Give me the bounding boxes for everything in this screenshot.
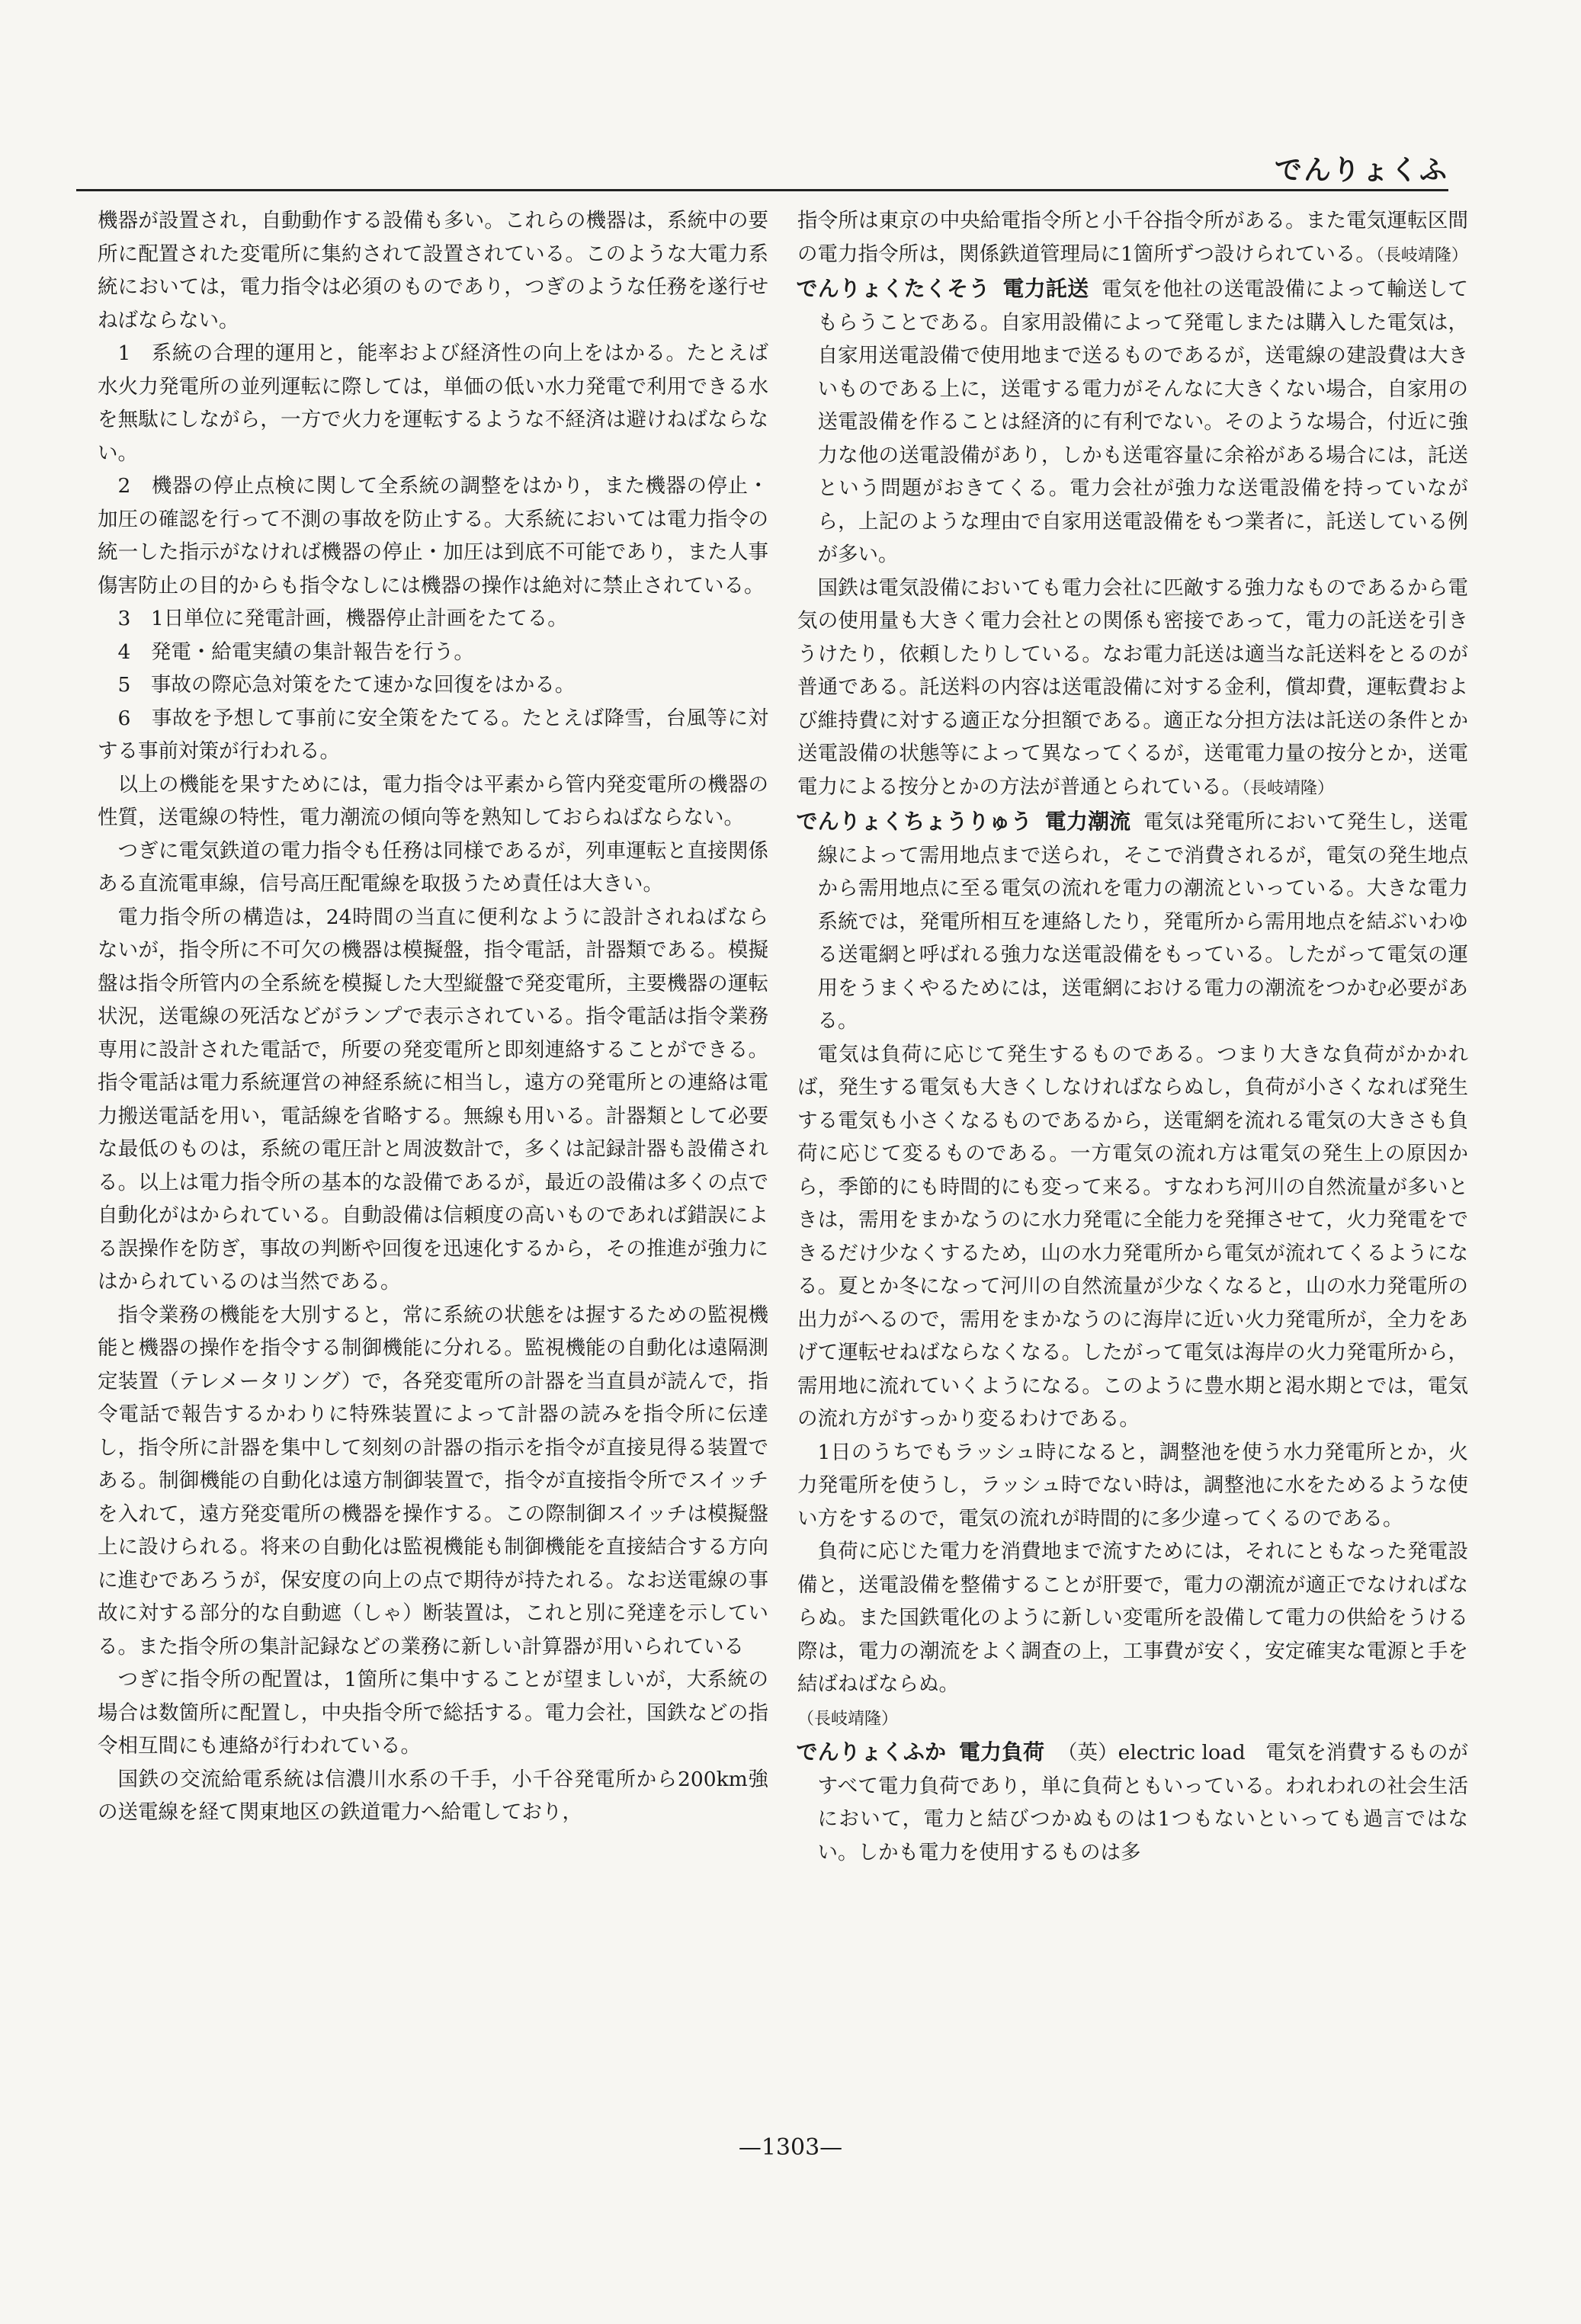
paragraph: つぎに電気鉄道の電力指令も任務は同様であるが，列車運転と直接関係ある直流電車線，信号高圧配電線を取扱うため責任は大きい。: [98, 838, 768, 896]
entry-kanji: 電力負荷: [958, 1739, 1045, 1765]
paragraph: 電力指令所の構造は，24時間の当直に便利なように設計されねばならないが，指令所に不可欠の機器は模擬盤，指令電話，計器類である。模擬盤は指令所管内の全系統を模擬した大型縦盤で発変電所，主要機器の運転状況，送電線の死活などがランプで表示されている。指令電話は指令業務専用に設計された電話で，所要の発変電所と即刻連絡することができる。指令電話は電力系統運営の神経系統に相当し，遠方の発電所との連絡は電力搬送電話を用い，電話線を省略する。無線も用いる。計器類として必要な最低のものは，系統の電圧計と周波数計で，多くは記録計器も設備される。以上は電力指令所の基本的な設備であるが，最近の設備は多くの点で自動化がはかられている。自動設備は信頼度の高いものであれば錯誤による誤操作を防ぎ，事故の判断や回復を迅速化するから，その推進が強力にはかられているのは当然である。: [98, 905, 768, 1293]
paragraph: 3 1日単位に発電計画，機器停止計画をたてる。: [117, 607, 568, 630]
running-head: でんりょくふ: [1274, 155, 1448, 186]
paragraph: 国鉄の交流給電系統は信濃川水系の千手，小千谷発電所から200km強の送電線を経て関東地区の鉄道電力へ給電しており，: [98, 1767, 768, 1824]
author-attribution: （長岐靖隆）: [1375, 245, 1468, 265]
paragraph: 指令業務の機能を大別すると，常に系統の状態をは握するための監視機能と機器の操作を指令する制御機能に分れる。監視機能の自動化は遠隔測定装置（テレメータリング）で，各発変電所の計器を当直員が読んで，指令電話で報告するかわりに特殊装置によって計器の読みを指令所に伝達し，指令所に計器を集中して刻刻の計器の指示を指令が直接見得る装置である。制御機能の自動化は遠方制御装置で，指令が直接指令所でスイッチを入れて，遠方発変電所の機器を操作する。この際制御スイッチは模擬盤上に設けられる。将来の自動化は監視機能も制御機能を直接結合する方向に進むであろうが，保安度の向上の点で期待が持たれる。なお送電線の事故に対する部分的な自動遮（しゃ）断装置は，これと別に発達を示している。また指令所の集計記録などの業務に新しい計算器が用いられている: [98, 1303, 768, 1659]
paragraph: 機器が設置され，自動動作する設備も多い。これらの機器は，系統中の要所に配置された変電所に集約されて設置されている。このような大電力系統においては，電力指令は必須のものであり，つぎのような任務を遂行せねばならない。: [98, 209, 768, 332]
entry-term: でんりょくちょうりゅう: [796, 809, 1032, 834]
paragraph: 以上の機能を果すためには，電力指令は平素から管内発変電所の機器の性質，送電線の特性，電力潮流の傾向等を熟知しておらねばならない。: [98, 772, 768, 829]
paragraph: 電気は負荷に応じて発生するものである。つまり大きな負荷がかかれば，発生する電気も大きくしなければならぬし，負荷が小さくなれば発生する電気も小さくなるものであるから，送電網を流れる電気の大きさも負荷に応じて変るものである。一方電気の流れ方は電気の発生上の原因から，季節的にも時間的にも変って来る。すなわち河川の自然流量が多いときは，需用をまかなうのに水力発電に全能力を発揮させて，火力発電をできるだけ少なくするため，山の水力発電所から電気が流れてくるようになる。夏とか冬になって河川の自然流量が少なくなると，山の水力発電所の出力がへるので，需用をまかなうのに海岸に近い火力発電所が，全力をあげて運転せねばならなくなる。したがって電気は海岸の火力発電所から，需用地に流れていくようになる。このように豊水期と渇水期とでは，電気の流れ方がすっかり変るわけである。: [797, 1042, 1468, 1431]
paragraph: 6 事故を予想して事前に安全策をたてる。たとえば降雪，台風等に対する事前対策が行われる。: [98, 706, 768, 763]
header-rule: [76, 189, 1448, 191]
left-column: [98, 204, 768, 1829]
dictionary-entry: [797, 805, 1468, 1038]
entry-kanji: 電力託送: [1002, 276, 1089, 301]
right-column: [797, 204, 1468, 1869]
entry-term: でんりょくたくそう: [796, 276, 990, 301]
entry-text: 電気は発電所において発生し，送電線によって需用地点まで送られ，そこで消費されるが，電気の発生地点から需用地点に至る電気の流れを電力の潮流といっている。大きな電力系統では，発電所相互を連絡したり，発電所から需用地点を結ぶいわゆる送電網と呼ばれる強力な送電設備をもっている。したがって電気の運用をうまくやるためには，送電網における電力の潮流をつかむ必要がある。: [817, 810, 1468, 1033]
paragraph: 2 機器の停止点検に関して全系統の調整をはかり，また機器の停止・加圧の確認を行って不測の事故を防止する。大系統においては電力指令の統一した指示がなければ機器の停止・加圧は到底不可能であり，また人事傷害防止の目的からも指令なしには機器の操作は絶対に禁止されている。: [98, 474, 768, 598]
paragraph-text: 国鉄は電気設備においても電力会社に匹敵する強力なものであるから電気の使用量も大きく電力会社との関係も密接であって，電力の託送を引きうけたり，依頼したりしている。なお電力託送は適当な託送料をとるのが普通である。託送料の内容は送電設備に対する金利，償却費，運転費および維持費に対する適正な分担額である。適正な分担方法は託送の条件とか送電設備の状態等によって異なってくるが，送電電力量の按分とか，送電電力による按分とかの方法が普通とられている。: [797, 575, 1468, 799]
dictionary-entry: [797, 272, 1468, 572]
paragraph: 1 系統の合理的運用と，能率および経済性の向上をはかる。たとえば水火力発電所の並列運転に際しては，単価の低い水力発電で利用できる水を無駄にしながら，一方で火力を運転するような不経済は避けねばならない。: [98, 341, 768, 465]
dictionary-entry: [797, 1736, 1468, 1869]
entry-kanji: 電力潮流: [1044, 809, 1131, 834]
paragraph: つぎに指令所の配置は，1箇所に集中することが望ましいが，大系統の場合は数箇所に配置し，中央指令所で総括する。電力会社，国鉄などの指令相互間にも連絡が行われている。: [98, 1668, 768, 1758]
paragraph-text: 指令所は東京の中央給電指令所と小千谷指令所がある。また電気運転区間の電力指令所は，関係鉄道管理局に1箇所ずつ設けられている。: [797, 209, 1468, 266]
paragraph: [797, 572, 1468, 806]
paragraph: [797, 1701, 1468, 1736]
paragraph: 1日のうちでもラッシュ時になると，調整池を使う水力発電所とか，火力発電所を使うし，ラッシュ時でない時は，調整池に水をためるような使い方をするので，電気の流れが時間的に多少違ってくるのである。: [797, 1440, 1468, 1531]
paragraph: 5 事故の際応急対策をたて速かな回復をはかる。: [117, 673, 576, 697]
author-attribution: （長岐靖隆）: [1242, 778, 1335, 798]
paragraph: 4 発電・給電実績の集計報告を行う。: [117, 640, 474, 664]
entry-text: （英）electric load 電気を消費するものがすべて電力負荷であり，単に負荷ともいっている。われわれの社会生活において，電力と結びつかぬものは1つもないといっても過言ではない。しかも電力を使用するものは多: [817, 1741, 1468, 1864]
paragraph: 負荷に応じた電力を消費地まで流すためには，それにともなった発電設備と，送電設備を整備することが肝要で，電力の潮流が適正でなければならぬ。また国鉄電化のように新しい変電所を設備して電力の供給をうける際は，電力の潮流をよく調査の上，工事費が安く，安定確実な電源と手を結ばねばならぬ。: [797, 1540, 1468, 1696]
entry-term: でんりょくふか: [796, 1739, 947, 1765]
author-attribution: （長岐靖隆）: [797, 1709, 899, 1729]
paragraph: [797, 204, 1468, 272]
entry-text: 電気を他社の送電設備によって輸送してもらうことである。自家用設備によって発電しまたは購入した電気は，自家用送電設備で使用地まで送るものであるが，送電線の建設費は大きいものである上に，送電する電力がそんなに大きくない場合，自家用の送電設備を作ることは経済的に有利でない。そのような場合，付近に強力な他の送電設備があり，しかも送電容量に余裕がある場合には，託送という問題がおきてくる。電力会社が強力な送電設備を持っていながら，上記のような理由で自家用送電設備をもつ業者に，託送している例が多い。: [817, 277, 1468, 566]
page-number: —1303—: [738, 2134, 843, 2161]
page-header: [76, 149, 1448, 188]
